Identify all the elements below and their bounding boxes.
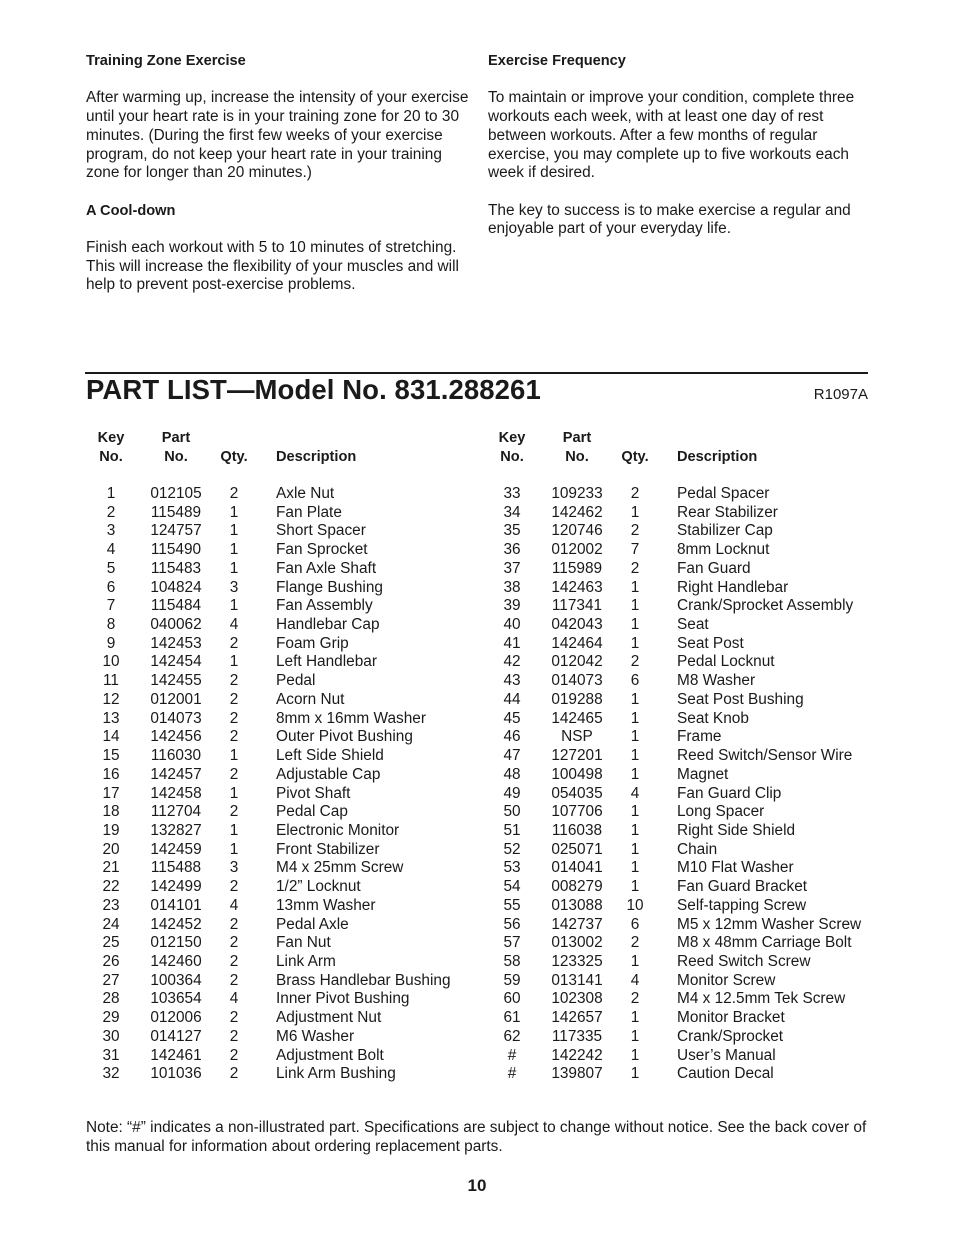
qty-cell: 2 (229, 634, 239, 652)
description-cell: Monitor Bracket (677, 1009, 785, 1027)
key-no-cell: 26 (102, 952, 120, 970)
part-no-cell: 115483 (150, 559, 202, 577)
key-no-cell: 47 (503, 747, 521, 765)
part-list-title: PART LIST—Model No. 831.288261 (86, 374, 541, 405)
qty-cell: 1 (630, 597, 640, 615)
description-cell: Adjustment Nut (276, 1009, 382, 1027)
part-no-cell: 014073 (551, 672, 603, 690)
description-cell: Adjustable Cap (276, 765, 381, 783)
part-no-cell: 142453 (150, 634, 202, 652)
description-cell: 13mm Washer (276, 896, 376, 914)
key-no-cell: # (507, 1065, 517, 1083)
description-cell: M6 Washer (276, 1027, 355, 1045)
description-cell: Stabilizer Cap (677, 522, 773, 540)
part-header-line1: Part (161, 430, 191, 446)
key-no-cell: 6 (106, 578, 116, 596)
key-header-line2: No. (500, 449, 524, 465)
key-no-cell: 7 (106, 597, 116, 615)
qty-cell: 3 (229, 859, 239, 877)
qty-cell: 1 (229, 597, 239, 615)
key-no-cell: 35 (503, 522, 521, 540)
key-no-cell: 59 (503, 971, 521, 989)
qty-cell: 1 (630, 747, 640, 765)
description-cell: Fan Nut (276, 934, 331, 952)
cool-down-heading: A Cool-down (86, 202, 176, 219)
part-no-cell: 014101 (150, 896, 202, 914)
part-no-cell: 142459 (150, 840, 202, 858)
part-no-cell: 120746 (551, 522, 603, 540)
key-to-success-text: The key to success is to make exercise a regular and enjoyable part of your everyday life. (488, 201, 851, 238)
key-no-cell: 58 (503, 952, 521, 970)
key-no-cell: 1 (106, 485, 116, 502)
key-header-line2: No. (99, 449, 123, 465)
qty-cell: 1 (630, 709, 640, 727)
part-no-cell: 014041 (551, 859, 603, 877)
key-no-cell: 53 (503, 859, 521, 877)
description-cell: Fan Assembly (276, 597, 373, 615)
key-no-cell: 10 (102, 653, 120, 671)
part-no-cell: 100364 (150, 971, 202, 989)
key-no-cell: 14 (102, 728, 120, 746)
part-no-cell: 025071 (551, 840, 603, 858)
key-no-cell: 9 (106, 634, 116, 652)
qty-cell: 1 (630, 728, 640, 746)
qty-cell: 4 (229, 896, 239, 914)
qty-cell: 6 (630, 672, 640, 690)
description-cell: Pedal (276, 672, 316, 690)
description-cell: Electronic Monitor (276, 821, 400, 839)
qty-cell: 1 (630, 952, 640, 970)
cool-down-text: Finish each workout with 5 to 10 minutes of stretching. This will increase the flexibility of your muscles and will help to prevent post-exercise problems. (86, 238, 459, 294)
description-cell: Fan Sprocket (276, 541, 368, 559)
description-cell: Pedal Cap (276, 803, 348, 821)
qty-cell: 2 (229, 728, 239, 746)
description-cell: Fan Guard (677, 559, 751, 577)
description-cell: Link Arm (276, 952, 336, 970)
description-cell: 8mm Locknut (677, 541, 770, 559)
footnote: Note: “#” indicates a non-illustrated part. Specifications are subject to change without notice. See the back cover of this manual for information about ordering replacement parts. (86, 1119, 867, 1155)
qty-cell: 1 (630, 503, 640, 521)
key-no-cell: 8 (106, 616, 116, 634)
description-cell: Reed Switch/Sensor Wire (677, 747, 853, 765)
description-cell: Right Handlebar (677, 578, 789, 596)
part-no-cell: 013141 (551, 971, 603, 989)
description-cell: Self-tapping Screw (677, 896, 807, 914)
description-cell: Seat Post Bushing (677, 690, 804, 708)
qty-cell: 2 (229, 1046, 239, 1064)
qty-cell: 2 (630, 522, 640, 540)
qty-cell: 2 (630, 485, 640, 502)
description-cell: Acorn Nut (276, 690, 345, 708)
description-cell: Short Spacer (276, 522, 366, 540)
part-no-cell: 124757 (150, 522, 202, 540)
description-cell: Axle Nut (276, 485, 335, 502)
key-no-cell: # (507, 1046, 517, 1064)
part-no-cell: 012150 (150, 934, 202, 952)
part-no-cell: 103654 (150, 990, 202, 1008)
qty-cell: 2 (229, 803, 239, 821)
description-cell: M4 x 25mm Screw (276, 859, 404, 877)
key-no-cell: 23 (102, 896, 120, 914)
description-cell: Rear Stabilizer (677, 503, 778, 521)
part-no-cell: 008279 (551, 878, 603, 896)
qty-cell: 1 (630, 1046, 640, 1064)
document-code: R1097A (813, 386, 868, 403)
part-no-cell: 142461 (150, 1046, 202, 1064)
qty-cell: 2 (229, 971, 239, 989)
key-no-cell: 34 (503, 503, 521, 521)
qty-cell: 6 (630, 915, 640, 933)
key-no-cell: 16 (102, 765, 120, 783)
key-no-cell: 18 (102, 803, 120, 821)
key-no-cell: 48 (503, 765, 521, 783)
part-no-cell: 115989 (551, 559, 603, 577)
description-cell: Frame (677, 728, 722, 746)
key-no-cell: 61 (503, 1009, 521, 1027)
description-cell: Crank/Sprocket Assembly (677, 597, 854, 615)
key-no-cell: 5 (106, 559, 116, 577)
part-no-cell: 142737 (551, 915, 603, 933)
key-no-cell: 36 (503, 541, 521, 559)
description-cell: M8 x 48mm Carriage Bolt (677, 934, 852, 952)
description-header: Description (276, 449, 357, 465)
description-cell: Fan Axle Shaft (276, 559, 377, 577)
key-no-cell: 11 (103, 672, 119, 690)
key-no-cell: 56 (503, 915, 521, 933)
qty-cell: 1 (630, 690, 640, 708)
qty-header: Qty. (220, 449, 248, 465)
qty-cell: 4 (229, 990, 239, 1008)
qty-cell: 2 (229, 1009, 239, 1027)
qty-cell: 2 (229, 485, 239, 502)
part-no-cell: NSP (561, 728, 593, 746)
part-no-cell: 013088 (551, 896, 603, 914)
part-no-cell: 142454 (150, 653, 202, 671)
part-header-line2: No. (164, 449, 188, 465)
qty-header: Qty. (621, 449, 649, 465)
description-cell: Caution Decal (677, 1065, 774, 1083)
part-no-cell: 142458 (150, 784, 202, 802)
part-no-cell: 054035 (551, 784, 603, 802)
key-no-cell: 30 (102, 1027, 120, 1045)
key-no-cell: 32 (102, 1065, 120, 1083)
qty-cell: 1 (630, 840, 640, 858)
description-cell: Front Stabilizer (276, 840, 380, 858)
key-no-cell: 43 (503, 672, 521, 690)
key-no-cell: 3 (106, 522, 116, 540)
part-no-cell: 142460 (150, 952, 202, 970)
training-zone-text: After warming up, increase the intensity of your exercise until your heart rate is in your training zone for 20 to 30 minutes. (During the first few weeks of your exercise program, do not keep your heart rate in your training zone for longer than 20 minutes.) (86, 89, 469, 182)
key-no-cell: 42 (503, 653, 521, 671)
qty-cell: 2 (229, 952, 239, 970)
part-no-cell: 102308 (551, 990, 603, 1008)
qty-cell: 7 (630, 541, 640, 559)
exercise-frequency-text: To maintain or improve your condition, complete three workouts each week, with at least one day of rest between workouts. After a few months of regular exercise, you may complete up to five workouts each week if desired. (488, 89, 855, 182)
description-cell: Monitor Screw (677, 971, 776, 989)
part-no-cell: 139807 (551, 1065, 603, 1083)
qty-cell: 1 (229, 541, 239, 559)
qty-cell: 1 (229, 653, 239, 671)
key-no-cell: 37 (503, 559, 521, 577)
part-no-cell: 107706 (551, 803, 603, 821)
description-cell: Seat Knob (677, 709, 749, 727)
qty-cell: 1 (630, 1027, 640, 1045)
description-cell: Reed Switch Screw (677, 952, 811, 970)
part-no-cell: 115484 (150, 597, 202, 615)
description-cell: M5 x 12mm Washer Screw (677, 915, 862, 933)
part-no-cell: 142455 (150, 672, 202, 690)
qty-cell: 1 (630, 765, 640, 783)
description-cell: Magnet (677, 765, 729, 783)
part-no-cell: 014127 (150, 1027, 202, 1045)
part-no-cell: 116038 (551, 821, 603, 839)
qty-cell: 1 (630, 578, 640, 596)
part-no-cell: 142456 (150, 728, 202, 746)
qty-cell: 2 (229, 878, 239, 896)
part-header-line2: No. (565, 449, 589, 465)
key-no-cell: 55 (503, 896, 521, 914)
key-no-cell: 62 (503, 1027, 521, 1045)
description-cell: Fan Guard Bracket (677, 878, 808, 896)
qty-cell: 1 (229, 522, 239, 540)
part-no-cell: 142452 (150, 915, 202, 933)
qty-cell: 4 (630, 784, 640, 802)
description-cell: Pedal Spacer (677, 485, 770, 502)
description-cell: Pedal Locknut (677, 653, 775, 671)
key-no-cell: 50 (503, 803, 521, 821)
part-no-cell: 117341 (551, 597, 603, 615)
key-no-cell: 2 (106, 503, 116, 521)
key-no-cell: 24 (102, 915, 120, 933)
qty-cell: 2 (630, 653, 640, 671)
qty-cell: 1 (630, 859, 640, 877)
description-cell: Flange Bushing (276, 578, 383, 596)
description-cell: Right Side Shield (677, 821, 796, 839)
part-no-cell: 040062 (150, 616, 202, 634)
part-no-cell: 115490 (150, 541, 202, 559)
description-cell: M4 x 12.5mm Tek Screw (677, 990, 846, 1008)
part-no-cell: 013002 (551, 934, 603, 952)
key-no-cell: 57 (503, 934, 521, 952)
qty-cell: 2 (229, 690, 239, 708)
part-no-cell: 104824 (150, 578, 202, 596)
qty-cell: 2 (229, 1027, 239, 1045)
key-no-cell: 54 (503, 878, 521, 896)
qty-cell: 2 (229, 915, 239, 933)
qty-cell: 1 (229, 503, 239, 521)
part-no-cell: 012105 (150, 485, 202, 502)
description-cell: Fan Guard Clip (677, 784, 782, 802)
part-no-cell: 109233 (551, 485, 603, 502)
qty-cell: 3 (229, 578, 239, 596)
key-no-cell: 12 (102, 690, 120, 708)
qty-cell: 1 (630, 616, 640, 634)
part-no-cell: 042043 (551, 616, 603, 634)
description-cell: Crank/Sprocket (677, 1027, 784, 1045)
part-no-cell: 142457 (150, 765, 202, 783)
qty-cell: 2 (229, 765, 239, 783)
description-cell: Outer Pivot Bushing (276, 728, 413, 746)
key-no-cell: 22 (102, 878, 120, 896)
qty-cell: 1 (630, 634, 640, 652)
key-header-line1: Key (498, 430, 526, 446)
description-cell: 8mm x 16mm Washer (276, 709, 426, 727)
part-no-cell: 117335 (551, 1027, 603, 1045)
part-no-cell: 142657 (551, 1009, 603, 1027)
part-no-cell: 014073 (150, 709, 202, 727)
part-no-cell: 012006 (150, 1009, 202, 1027)
key-no-cell: 20 (102, 840, 120, 858)
left-text-column (86, 52, 476, 314)
description-cell: Inner Pivot Bushing (276, 990, 410, 1008)
part-no-cell: 100498 (551, 765, 603, 783)
key-no-cell: 60 (503, 990, 521, 1008)
qty-cell: 1 (229, 821, 239, 839)
key-no-cell: 33 (503, 485, 521, 502)
key-no-cell: 17 (102, 784, 120, 802)
part-no-cell: 142463 (551, 578, 603, 596)
description-cell: Pedal Axle (276, 915, 349, 933)
description-cell: Chain (677, 840, 718, 858)
part-no-cell: 142242 (551, 1046, 603, 1064)
description-cell: Handlebar Cap (276, 616, 380, 634)
qty-cell: 1 (229, 840, 239, 858)
key-no-cell: 41 (503, 634, 521, 652)
key-no-cell: 39 (503, 597, 521, 615)
part-no-cell: 012002 (551, 541, 603, 559)
key-no-cell: 49 (503, 784, 521, 802)
qty-cell: 2 (630, 559, 640, 577)
key-no-cell: 44 (503, 690, 521, 708)
key-no-cell: 4 (106, 541, 116, 559)
key-no-cell: 52 (503, 840, 521, 858)
key-no-cell: 25 (102, 934, 120, 952)
part-header-line1: Part (562, 430, 592, 446)
key-no-cell: 45 (503, 709, 521, 727)
key-no-cell: 27 (102, 971, 120, 989)
part-no-cell: 112704 (150, 803, 202, 821)
description-cell: M8 Washer (677, 672, 756, 690)
part-no-cell: 116030 (150, 747, 202, 765)
key-no-cell: 28 (102, 990, 120, 1008)
description-cell: Seat Post (677, 634, 744, 652)
description-cell: Foam Grip (276, 634, 349, 652)
description-cell: Brass Handlebar Bushing (276, 971, 451, 989)
part-no-cell: 019288 (551, 690, 603, 708)
description-cell: M10 Flat Washer (677, 859, 794, 877)
qty-cell: 1 (630, 1065, 640, 1083)
qty-cell: 1 (630, 1009, 640, 1027)
key-header-line1: Key (97, 430, 125, 446)
description-cell: 1/2” Locknut (276, 878, 361, 896)
description-header: Description (677, 449, 758, 465)
key-no-cell: 38 (503, 578, 521, 596)
key-no-cell: 51 (503, 821, 521, 839)
qty-cell: 1 (229, 747, 239, 765)
description-cell: Left Side Shield (276, 747, 384, 765)
key-no-cell: 46 (503, 728, 521, 746)
part-no-cell: 101036 (150, 1065, 202, 1083)
part-no-cell: 132827 (150, 821, 202, 839)
description-cell: Left Handlebar (276, 653, 377, 671)
description-cell: Adjustment Bolt (276, 1046, 384, 1064)
qty-cell: 2 (630, 934, 640, 952)
qty-cell: 10 (626, 896, 644, 914)
part-no-cell: 012042 (551, 653, 603, 671)
page-number: 10 (467, 1176, 487, 1195)
right-text-column (488, 52, 873, 258)
part-no-cell: 127201 (551, 747, 603, 765)
training-zone-heading: Training Zone Exercise (86, 53, 246, 69)
description-cell: Long Spacer (677, 803, 765, 821)
qty-cell: 4 (630, 971, 640, 989)
key-no-cell: 13 (102, 709, 120, 727)
qty-cell: 1 (630, 878, 640, 896)
qty-cell: 2 (229, 672, 239, 690)
part-no-cell: 115489 (150, 503, 202, 521)
description-cell: Seat (677, 616, 709, 634)
description-cell: Pivot Shaft (276, 784, 351, 802)
description-cell: Fan Plate (276, 503, 342, 521)
qty-cell: 1 (630, 803, 640, 821)
key-no-cell: 15 (102, 747, 120, 765)
exercise-frequency-heading: Exercise Frequency (488, 53, 626, 69)
qty-cell: 2 (229, 1065, 239, 1083)
key-no-cell: 21 (102, 859, 120, 877)
key-no-cell: 29 (102, 1009, 120, 1027)
qty-cell: 2 (630, 990, 640, 1008)
part-no-cell: 142462 (551, 503, 603, 521)
key-no-cell: 40 (503, 616, 521, 634)
part-no-cell: 012001 (150, 690, 202, 708)
qty-cell: 4 (229, 616, 239, 634)
part-no-cell: 123325 (551, 952, 603, 970)
qty-cell: 1 (630, 821, 640, 839)
part-no-cell: 142499 (150, 878, 202, 896)
description-cell: Link Arm Bushing (276, 1065, 396, 1083)
qty-cell: 2 (229, 709, 239, 727)
part-no-cell: 115488 (150, 859, 202, 877)
description-cell: User’s Manual (677, 1046, 776, 1064)
part-no-cell: 142464 (551, 634, 603, 652)
key-no-cell: 31 (102, 1046, 120, 1064)
part-no-cell: 142465 (551, 709, 603, 727)
qty-cell: 1 (229, 784, 239, 802)
qty-cell: 2 (229, 934, 239, 952)
key-no-cell: 19 (102, 821, 120, 839)
qty-cell: 1 (229, 559, 239, 577)
